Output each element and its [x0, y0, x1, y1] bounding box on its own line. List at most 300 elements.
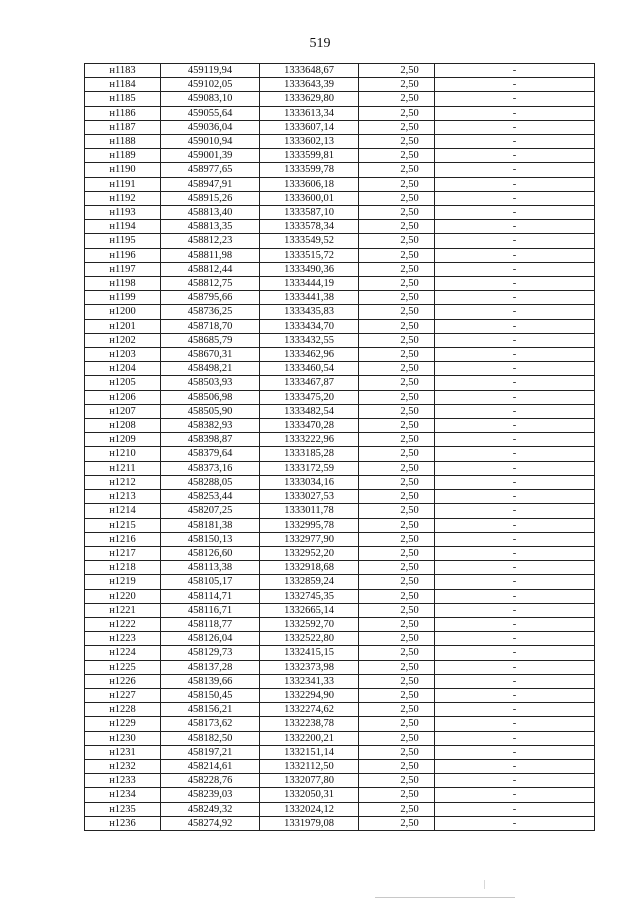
y-coordinate-cell: 1332294,90: [260, 688, 359, 702]
point-id-cell: н1183: [85, 64, 161, 78]
error-value-cell: 2,50: [359, 248, 435, 262]
description-cell: -: [435, 632, 595, 646]
error-value-cell: 2,50: [359, 603, 435, 617]
error-value-cell: 2,50: [359, 617, 435, 631]
y-coordinate-cell: 1333475,20: [260, 390, 359, 404]
point-id-cell: н1234: [85, 788, 161, 802]
description-cell: -: [435, 546, 595, 560]
y-coordinate-cell: 1333172,59: [260, 461, 359, 475]
y-coordinate-cell: 1332995,78: [260, 518, 359, 532]
error-value-cell: 2,50: [359, 688, 435, 702]
table-row: [85, 774, 595, 788]
y-coordinate-cell: 1333599,81: [260, 149, 359, 163]
description-cell: -: [435, 603, 595, 617]
error-value-cell: 2,50: [359, 390, 435, 404]
description-cell: -: [435, 433, 595, 447]
table-row: [85, 291, 595, 305]
x-coordinate-cell: 459001,39: [161, 149, 260, 163]
description-cell: -: [435, 404, 595, 418]
x-coordinate-cell: 458813,40: [161, 206, 260, 220]
point-id-cell: н1218: [85, 561, 161, 575]
x-coordinate-cell: 458182,50: [161, 731, 260, 745]
x-coordinate-cell: 459083,10: [161, 92, 260, 106]
y-coordinate-cell: 1332522,80: [260, 632, 359, 646]
description-cell: -: [435, 206, 595, 220]
x-coordinate-cell: 458382,93: [161, 419, 260, 433]
error-value-cell: 2,50: [359, 64, 435, 78]
table-row: [85, 206, 595, 220]
x-coordinate-cell: 458150,45: [161, 688, 260, 702]
x-coordinate-cell: 458116,71: [161, 603, 260, 617]
point-id-cell: н1230: [85, 731, 161, 745]
error-value-cell: 2,50: [359, 291, 435, 305]
y-coordinate-cell: 1333444,19: [260, 277, 359, 291]
error-value-cell: 2,50: [359, 703, 435, 717]
error-value-cell: 2,50: [359, 262, 435, 276]
point-id-cell: н1209: [85, 433, 161, 447]
y-coordinate-cell: 1332415,15: [260, 646, 359, 660]
description-cell: -: [435, 504, 595, 518]
y-coordinate-cell: 1333602,13: [260, 135, 359, 149]
error-value-cell: 2,50: [359, 674, 435, 688]
error-value-cell: 2,50: [359, 191, 435, 205]
table-row: [85, 333, 595, 347]
error-value-cell: 2,50: [359, 475, 435, 489]
error-value-cell: 2,50: [359, 234, 435, 248]
description-cell: -: [435, 291, 595, 305]
y-coordinate-cell: 1331979,08: [260, 816, 359, 830]
description-cell: -: [435, 262, 595, 276]
point-id-cell: н1208: [85, 419, 161, 433]
y-coordinate-cell: 1333185,28: [260, 447, 359, 461]
description-cell: -: [435, 717, 595, 731]
point-id-cell: н1228: [85, 703, 161, 717]
point-id-cell: н1221: [85, 603, 161, 617]
table-row: [85, 688, 595, 702]
x-coordinate-cell: 458239,03: [161, 788, 260, 802]
point-id-cell: н1212: [85, 475, 161, 489]
table-row: [85, 106, 595, 120]
x-coordinate-cell: 458114,71: [161, 589, 260, 603]
error-value-cell: 2,50: [359, 277, 435, 291]
description-cell: -: [435, 120, 595, 134]
y-coordinate-cell: 1333587,10: [260, 206, 359, 220]
x-coordinate-cell: 458118,77: [161, 617, 260, 631]
table-row: [85, 433, 595, 447]
y-coordinate-cell: 1333643,39: [260, 78, 359, 92]
y-coordinate-cell: 1333441,38: [260, 291, 359, 305]
table-row: [85, 646, 595, 660]
description-cell: -: [435, 135, 595, 149]
y-coordinate-cell: 1333606,18: [260, 177, 359, 191]
point-id-cell: н1184: [85, 78, 161, 92]
x-coordinate-cell: 459010,94: [161, 135, 260, 149]
x-coordinate-cell: 459119,94: [161, 64, 260, 78]
x-coordinate-cell: 458670,31: [161, 348, 260, 362]
error-value-cell: 2,50: [359, 461, 435, 475]
table-row: [85, 802, 595, 816]
y-coordinate-cell: 1333629,80: [260, 92, 359, 106]
error-value-cell: 2,50: [359, 419, 435, 433]
description-cell: -: [435, 234, 595, 248]
point-id-cell: н1201: [85, 319, 161, 333]
x-coordinate-cell: 458126,04: [161, 632, 260, 646]
table-row: [85, 419, 595, 433]
point-id-cell: н1196: [85, 248, 161, 262]
y-coordinate-cell: 1332341,33: [260, 674, 359, 688]
error-value-cell: 2,50: [359, 575, 435, 589]
error-value-cell: 2,50: [359, 660, 435, 674]
description-cell: -: [435, 617, 595, 631]
error-value-cell: 2,50: [359, 120, 435, 134]
y-coordinate-cell: 1333470,28: [260, 419, 359, 433]
y-coordinate-cell: 1332952,20: [260, 546, 359, 560]
x-coordinate-cell: 458503,93: [161, 376, 260, 390]
y-coordinate-cell: 1333599,78: [260, 163, 359, 177]
point-id-cell: н1227: [85, 688, 161, 702]
point-id-cell: н1186: [85, 106, 161, 120]
point-id-cell: н1191: [85, 177, 161, 191]
point-id-cell: н1222: [85, 617, 161, 631]
point-id-cell: н1200: [85, 305, 161, 319]
point-id-cell: н1194: [85, 220, 161, 234]
y-coordinate-cell: 1332112,50: [260, 759, 359, 773]
error-value-cell: 2,50: [359, 532, 435, 546]
page-number: 519: [309, 36, 331, 51]
table-row: [85, 745, 595, 759]
point-id-cell: н1213: [85, 490, 161, 504]
table-row: [85, 319, 595, 333]
description-cell: -: [435, 78, 595, 92]
x-coordinate-cell: 458718,70: [161, 319, 260, 333]
error-value-cell: 2,50: [359, 447, 435, 461]
x-coordinate-cell: 458915,26: [161, 191, 260, 205]
table-row: [85, 362, 595, 376]
x-coordinate-cell: 458505,90: [161, 404, 260, 418]
table-row: [85, 575, 595, 589]
table-row: [85, 191, 595, 205]
x-coordinate-cell: 458137,28: [161, 660, 260, 674]
description-cell: -: [435, 348, 595, 362]
x-coordinate-cell: 458113,38: [161, 561, 260, 575]
description-cell: -: [435, 802, 595, 816]
description-cell: -: [435, 319, 595, 333]
point-id-cell: н1192: [85, 191, 161, 205]
description-cell: -: [435, 745, 595, 759]
description-cell: -: [435, 248, 595, 262]
y-coordinate-cell: 1333607,14: [260, 120, 359, 134]
table-row: [85, 788, 595, 802]
coordinates-table-body: [85, 64, 595, 831]
y-coordinate-cell: 1332665,14: [260, 603, 359, 617]
table-row: [85, 78, 595, 92]
y-coordinate-cell: 1333515,72: [260, 248, 359, 262]
table-row: [85, 504, 595, 518]
point-id-cell: н1214: [85, 504, 161, 518]
error-value-cell: 2,50: [359, 78, 435, 92]
x-coordinate-cell: 458977,65: [161, 163, 260, 177]
scan-artifact-mark: [484, 880, 485, 889]
x-coordinate-cell: 458181,38: [161, 518, 260, 532]
table-row: [85, 674, 595, 688]
table-row: [85, 518, 595, 532]
table-row: [85, 816, 595, 830]
error-value-cell: 2,50: [359, 546, 435, 560]
error-value-cell: 2,50: [359, 333, 435, 347]
y-coordinate-cell: 1332151,14: [260, 745, 359, 759]
table-row: [85, 262, 595, 276]
description-cell: -: [435, 191, 595, 205]
error-value-cell: 2,50: [359, 362, 435, 376]
x-coordinate-cell: 459055,64: [161, 106, 260, 120]
y-coordinate-cell: 1332024,12: [260, 802, 359, 816]
point-id-cell: н1223: [85, 632, 161, 646]
description-cell: -: [435, 177, 595, 191]
description-cell: -: [435, 277, 595, 291]
x-coordinate-cell: 458947,91: [161, 177, 260, 191]
description-cell: -: [435, 518, 595, 532]
error-value-cell: 2,50: [359, 348, 435, 362]
point-id-cell: н1232: [85, 759, 161, 773]
description-cell: -: [435, 646, 595, 660]
y-coordinate-cell: 1333027,53: [260, 490, 359, 504]
point-id-cell: н1205: [85, 376, 161, 390]
table-row: [85, 731, 595, 745]
point-id-cell: н1188: [85, 135, 161, 149]
table-row: [85, 234, 595, 248]
x-coordinate-cell: 459102,05: [161, 78, 260, 92]
point-id-cell: н1229: [85, 717, 161, 731]
error-value-cell: 2,50: [359, 802, 435, 816]
x-coordinate-cell: 458373,16: [161, 461, 260, 475]
y-coordinate-cell: 1333549,52: [260, 234, 359, 248]
description-cell: -: [435, 390, 595, 404]
description-cell: -: [435, 788, 595, 802]
table-row: [85, 617, 595, 631]
y-coordinate-cell: 1333490,36: [260, 262, 359, 276]
y-coordinate-cell: 1332745,35: [260, 589, 359, 603]
error-value-cell: 2,50: [359, 135, 435, 149]
table-row: [85, 220, 595, 234]
point-id-cell: н1216: [85, 532, 161, 546]
table-row: [85, 277, 595, 291]
y-coordinate-cell: 1333011,78: [260, 504, 359, 518]
x-coordinate-cell: 458214,61: [161, 759, 260, 773]
error-value-cell: 2,50: [359, 816, 435, 830]
error-value-cell: 2,50: [359, 92, 435, 106]
y-coordinate-cell: 1333222,96: [260, 433, 359, 447]
description-cell: -: [435, 333, 595, 347]
description-cell: -: [435, 163, 595, 177]
point-id-cell: н1215: [85, 518, 161, 532]
point-id-cell: н1231: [85, 745, 161, 759]
description-cell: -: [435, 447, 595, 461]
point-id-cell: н1226: [85, 674, 161, 688]
point-id-cell: н1233: [85, 774, 161, 788]
description-cell: -: [435, 490, 595, 504]
table-row: [85, 717, 595, 731]
error-value-cell: 2,50: [359, 319, 435, 333]
error-value-cell: 2,50: [359, 163, 435, 177]
x-coordinate-cell: 458812,75: [161, 277, 260, 291]
y-coordinate-cell: 1332918,68: [260, 561, 359, 575]
table-row: [85, 163, 595, 177]
point-id-cell: н1199: [85, 291, 161, 305]
x-coordinate-cell: 458126,60: [161, 546, 260, 560]
point-id-cell: н1193: [85, 206, 161, 220]
error-value-cell: 2,50: [359, 305, 435, 319]
table-row: [85, 475, 595, 489]
error-value-cell: 2,50: [359, 589, 435, 603]
error-value-cell: 2,50: [359, 774, 435, 788]
x-coordinate-cell: 458813,35: [161, 220, 260, 234]
x-coordinate-cell: 458150,13: [161, 532, 260, 546]
x-coordinate-cell: 458398,87: [161, 433, 260, 447]
description-cell: -: [435, 688, 595, 702]
table-row: [85, 248, 595, 262]
table-row: [85, 589, 595, 603]
description-cell: -: [435, 674, 595, 688]
table-row: [85, 135, 595, 149]
description-cell: -: [435, 731, 595, 745]
y-coordinate-cell: 1332274,62: [260, 703, 359, 717]
x-coordinate-cell: 458379,64: [161, 447, 260, 461]
table-row: [85, 660, 595, 674]
description-cell: -: [435, 703, 595, 717]
y-coordinate-cell: 1332200,21: [260, 731, 359, 745]
x-coordinate-cell: 458288,05: [161, 475, 260, 489]
x-coordinate-cell: 458736,25: [161, 305, 260, 319]
table-row: [85, 348, 595, 362]
table-row: [85, 461, 595, 475]
x-coordinate-cell: 458228,76: [161, 774, 260, 788]
error-value-cell: 2,50: [359, 504, 435, 518]
table-row: [85, 120, 595, 134]
description-cell: -: [435, 305, 595, 319]
y-coordinate-cell: 1332977,90: [260, 532, 359, 546]
point-id-cell: н1197: [85, 262, 161, 276]
description-cell: -: [435, 660, 595, 674]
description-cell: -: [435, 376, 595, 390]
table-row: [85, 632, 595, 646]
description-cell: -: [435, 461, 595, 475]
point-id-cell: н1220: [85, 589, 161, 603]
error-value-cell: 2,50: [359, 646, 435, 660]
description-cell: -: [435, 532, 595, 546]
table-row: [85, 703, 595, 717]
y-coordinate-cell: 1332050,31: [260, 788, 359, 802]
y-coordinate-cell: 1333034,16: [260, 475, 359, 489]
x-coordinate-cell: 458173,62: [161, 717, 260, 731]
table-row: [85, 404, 595, 418]
y-coordinate-cell: 1333613,34: [260, 106, 359, 120]
point-id-cell: н1211: [85, 461, 161, 475]
x-coordinate-cell: 458156,21: [161, 703, 260, 717]
scan-artifact-line: [375, 897, 515, 898]
point-id-cell: н1235: [85, 802, 161, 816]
point-id-cell: н1206: [85, 390, 161, 404]
description-cell: -: [435, 589, 595, 603]
point-id-cell: н1207: [85, 404, 161, 418]
error-value-cell: 2,50: [359, 490, 435, 504]
error-value-cell: 2,50: [359, 177, 435, 191]
x-coordinate-cell: 458685,79: [161, 333, 260, 347]
x-coordinate-cell: 458129,73: [161, 646, 260, 660]
point-id-cell: н1190: [85, 163, 161, 177]
x-coordinate-cell: 458812,23: [161, 234, 260, 248]
y-coordinate-cell: 1333434,70: [260, 319, 359, 333]
x-coordinate-cell: 459036,04: [161, 120, 260, 134]
error-value-cell: 2,50: [359, 106, 435, 120]
point-id-cell: н1195: [85, 234, 161, 248]
description-cell: -: [435, 362, 595, 376]
error-value-cell: 2,50: [359, 759, 435, 773]
x-coordinate-cell: 458207,25: [161, 504, 260, 518]
y-coordinate-cell: 1332859,24: [260, 575, 359, 589]
description-cell: -: [435, 106, 595, 120]
table-row: [85, 305, 595, 319]
description-cell: -: [435, 220, 595, 234]
description-cell: -: [435, 575, 595, 589]
y-coordinate-cell: 1333467,87: [260, 376, 359, 390]
y-coordinate-cell: 1332238,78: [260, 717, 359, 731]
x-coordinate-cell: 458506,98: [161, 390, 260, 404]
point-id-cell: н1202: [85, 333, 161, 347]
y-coordinate-cell: 1332373,98: [260, 660, 359, 674]
description-cell: -: [435, 774, 595, 788]
table-row: [85, 64, 595, 78]
x-coordinate-cell: 458249,32: [161, 802, 260, 816]
error-value-cell: 2,50: [359, 632, 435, 646]
x-coordinate-cell: 458795,66: [161, 291, 260, 305]
error-value-cell: 2,50: [359, 149, 435, 163]
table-row: [85, 447, 595, 461]
error-value-cell: 2,50: [359, 404, 435, 418]
x-coordinate-cell: 458139,66: [161, 674, 260, 688]
y-coordinate-cell: 1332077,80: [260, 774, 359, 788]
error-value-cell: 2,50: [359, 731, 435, 745]
y-coordinate-cell: 1333600,01: [260, 191, 359, 205]
point-id-cell: н1185: [85, 92, 161, 106]
table-row: [85, 177, 595, 191]
y-coordinate-cell: 1333435,83: [260, 305, 359, 319]
error-value-cell: 2,50: [359, 376, 435, 390]
point-id-cell: н1225: [85, 660, 161, 674]
y-coordinate-cell: 1333460,54: [260, 362, 359, 376]
description-cell: -: [435, 561, 595, 575]
point-id-cell: н1210: [85, 447, 161, 461]
description-cell: -: [435, 759, 595, 773]
table-row: [85, 92, 595, 106]
table-row: [85, 490, 595, 504]
x-coordinate-cell: 458274,92: [161, 816, 260, 830]
point-id-cell: н1217: [85, 546, 161, 560]
y-coordinate-cell: 1333482,54: [260, 404, 359, 418]
table-row: [85, 603, 595, 617]
table-row: [85, 532, 595, 546]
description-cell: -: [435, 816, 595, 830]
point-id-cell: н1187: [85, 120, 161, 134]
coordinates-table: [84, 63, 595, 831]
error-value-cell: 2,50: [359, 433, 435, 447]
y-coordinate-cell: 1333462,96: [260, 348, 359, 362]
point-id-cell: н1224: [85, 646, 161, 660]
point-id-cell: н1219: [85, 575, 161, 589]
y-coordinate-cell: 1333432,55: [260, 333, 359, 347]
point-id-cell: н1189: [85, 149, 161, 163]
y-coordinate-cell: 1333648,67: [260, 64, 359, 78]
x-coordinate-cell: 458812,44: [161, 262, 260, 276]
